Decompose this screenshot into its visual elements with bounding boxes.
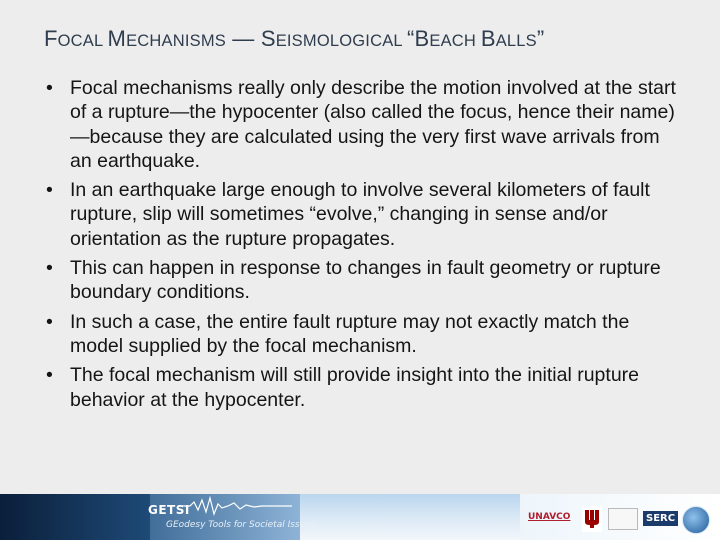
slide-title	[44, 26, 684, 52]
title-part: F	[44, 26, 58, 51]
title-part: “B	[406, 26, 430, 51]
title-part: OCAL	[57, 32, 108, 50]
bullet-dot-icon: •	[46, 77, 53, 99]
bullet-item	[46, 76, 686, 173]
title-part: EACH	[429, 32, 481, 50]
bullet-item	[46, 178, 686, 251]
title-part: B	[480, 26, 496, 51]
title-part: ”	[536, 26, 545, 51]
bullet-text: In such a case, the entire fault rupture may not exactly match the model supplied by the focal mechanism.	[70, 310, 630, 357]
title-part: ALLS	[495, 32, 537, 50]
footer-photo-panel	[0, 494, 150, 540]
title-part: S	[260, 26, 276, 51]
bullet-text: This can happen in response to changes in fault geometry or rupture boundary conditions.	[70, 257, 661, 304]
footer-ice-photo	[300, 494, 520, 540]
partner-logo[interactable]	[608, 508, 638, 530]
bullet-dot-icon: •	[46, 310, 53, 333]
bullet-dot-icon: •	[46, 364, 53, 387]
bullet-text: The focal mechanism will still provide insight into the initial rupture behavior at the hypocenter.	[70, 364, 640, 411]
bullet-dot-icon: •	[46, 179, 53, 202]
nsf-logo-icon[interactable]	[682, 506, 710, 534]
bullet-item	[46, 310, 686, 359]
serc-logo[interactable]: SERC	[643, 511, 678, 526]
title-part: —	[225, 26, 261, 51]
bullet-dot-icon: •	[46, 257, 53, 280]
getsi-tagline: GEodesy Tools for Societal Issues	[166, 520, 316, 530]
bullet-text: Focal mechanisms really only describe the motion involved at the start of a rupture—the hypocenter (also called the focus, hence their name)—because they are calculated using the very first wave arrivals from an earthquake.	[70, 77, 676, 172]
bullet-list	[46, 76, 686, 417]
iu-trident-icon[interactable]	[582, 506, 602, 532]
title-part: ECHANISMS	[126, 32, 226, 50]
bullet-item	[46, 363, 686, 412]
title-part: M	[107, 26, 127, 51]
getsi-logo[interactable]: GETSI	[148, 503, 190, 517]
seismogram-icon	[182, 496, 292, 516]
bullet-text: In an earthquake large enough to involve several kilometers of fault rupture, slip will sometimes “evolve,” changing in sense and/or orientation as the rupture propagates.	[70, 179, 650, 250]
bullet-item	[46, 256, 686, 305]
unavco-logo[interactable]: UNAVCO	[528, 512, 571, 522]
title-part: EISMOLOGICAL	[275, 32, 407, 50]
